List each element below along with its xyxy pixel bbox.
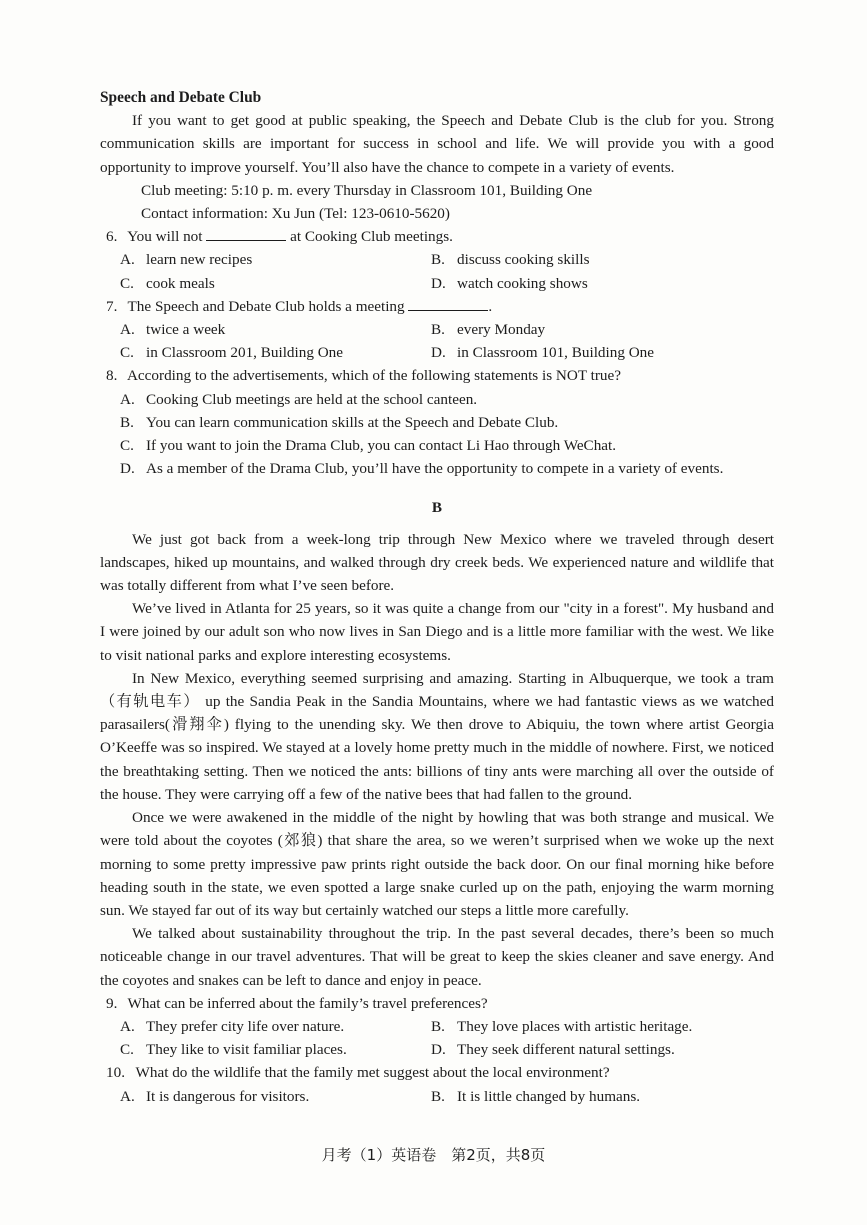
option-letter: C. [120, 274, 134, 292]
option-text: discuss cooking skills [457, 251, 590, 269]
option-letter: A. [120, 321, 135, 339]
question-stem: What do the wildlife that the family met suggest about the local environment? [135, 1064, 610, 1082]
option-letter: B. [431, 1017, 445, 1035]
question-number: 9. [106, 994, 118, 1012]
option-text: cook meals [146, 274, 215, 292]
option-b [431, 248, 742, 271]
option-letter: C. [120, 437, 134, 455]
option-d [431, 1038, 742, 1061]
option-letter: C. [120, 344, 134, 362]
question-stem-end: . [488, 297, 493, 315]
passage-paragraph: In New Mexico, everything seemed surprising and amazing. Starting in Albuquerque, we took a tram（有轨电车） up the Sandia Peak in the Sandia Mountains, where we had fantastic views as we watched parasailers(滑翔伞) flying to the unending sky. We then drove to Abiquiu, the town where artist Georgia O’Keeffe was so inspired. We stayed at a lovely home pretty much in the middle of nowhere. First, we noticed the breathtaking setting. Then we noticed the ants: billions of tiny ants were marching all over the outside of the house. They were carrying off a few of the native bees that had fallen to the ground. [100, 669, 774, 803]
option-letter: A. [120, 390, 135, 408]
option-letter: B. [431, 251, 445, 269]
option-c [120, 434, 774, 457]
exam-page [100, 86, 774, 1108]
option-text: watch cooking shows [457, 274, 588, 292]
option-b [431, 1085, 742, 1108]
option-letter: B. [431, 1087, 445, 1105]
options-row [120, 1038, 774, 1061]
passage-paragraph: Once we were awakened in the middle of the night by howling that was both strange and musical. We were told about the coyotes (郊狼) that share the area, so we weren’t surprised when we woke up the next morning to some pretty impressive paw prints right outside the back door. On our final morning hike before heading south in the state, we even spotted a large snake curled up on the path, enjoying the warm morning sun. We stayed far out of its way but certainly watched our steps a little more carefully. [100, 809, 774, 919]
option-text: They seek different natural settings. [457, 1041, 675, 1059]
option-text: If you want to join the Drama Club, you can contact Li Hao through WeChat. [146, 437, 617, 455]
question-stem-start: The Speech and Debate Club holds a meeting [127, 297, 405, 315]
option-d [431, 272, 742, 295]
option-letter: A. [120, 1017, 135, 1035]
option-text: They like to visit familiar places. [146, 1041, 347, 1059]
option-letter: D. [431, 344, 446, 362]
option-letter: A. [120, 1087, 135, 1105]
option-text: twice a week [146, 321, 226, 339]
question-7 [100, 295, 774, 318]
options-row [120, 318, 774, 341]
question-number: 7. [106, 297, 118, 315]
option-letter: D. [431, 1041, 446, 1059]
option-text: It is dangerous for visitors. [146, 1087, 310, 1105]
passage-paragraph: We just got back from a week-long trip through New Mexico where we traveled through desert landscapes, hiked up mountains, and walked through dry creek beds. We experienced nature and wildlife that was totally different from what I’ve seen before. [100, 530, 774, 595]
option-b [431, 318, 742, 341]
option-text: every Monday [457, 321, 546, 339]
option-text: You can learn communication skills at the Speech and Debate Club. [146, 413, 559, 431]
option-c [120, 272, 431, 295]
option-text: in Classroom 201, Building One [146, 344, 344, 362]
option-text: They love places with artistic heritage. [457, 1017, 693, 1035]
option-text: As a member of the Drama Club, you’ll have the opportunity to compete in a variety of events. [146, 460, 724, 478]
passage-paragraph: We’ve lived in Atlanta for 25 years, so it was quite a change from our "city in a forest". My husband and I were joined by our adult son who now lives in San Diego and is a little more familiar with the west. We like to visit national parks and explore interesting ecosystems. [100, 600, 774, 664]
option-text: Cooking Club meetings are held at the school canteen. [146, 390, 478, 408]
question-number: 10. [106, 1064, 125, 1082]
option-text: It is little changed by humans. [457, 1087, 641, 1105]
option-letter: B. [431, 321, 445, 339]
option-b [120, 411, 774, 434]
option-c [120, 1038, 431, 1061]
option-letter: B. [120, 413, 134, 431]
option-text: in Classroom 101, Building One [457, 344, 655, 362]
answer-blank [408, 295, 488, 311]
option-c [120, 341, 431, 364]
club-intro: If you want to get good at public speaking, the Speech and Debate Club is the club for you. Strong communication skills are important for success in school and life. We will provide you with a good opportunity to improve yourself. You’ll also have the chance to compete in a variety of events. [100, 112, 774, 176]
question-9 [100, 992, 774, 1015]
option-text: They prefer city life over nature. [146, 1017, 345, 1035]
options-row [120, 1015, 774, 1038]
options-row [120, 248, 774, 271]
options-row [120, 1085, 774, 1108]
options-row [120, 341, 774, 364]
question-6 [100, 225, 774, 248]
option-d [431, 341, 742, 364]
option-a [120, 1085, 431, 1108]
question-stem: What can be inferred about the family’s travel preferences? [127, 994, 488, 1012]
question-number: 6. [106, 228, 118, 246]
club-title: Speech and Debate Club [100, 89, 262, 106]
option-letter: C. [120, 1041, 134, 1059]
option-d [120, 457, 774, 480]
question-stem: According to the advertisements, which of the following statements is NOT true? [126, 367, 622, 385]
question-number: 8. [106, 367, 118, 385]
passage-paragraph: We talked about sustainability throughout the trip. In the past several decades, there’s been so much noticeable change in our travel adventures. That will be great to keep the skies cleaner and save energy. And the coyotes and snakes can be left to dance and enjoy in peace. [100, 925, 774, 989]
club-meeting-info: Club meeting: 5:10 p. m. every Thursday in Classroom 101, Building One [141, 181, 593, 199]
option-letter: D. [120, 460, 135, 478]
option-a [120, 1015, 431, 1038]
option-a [120, 248, 431, 271]
answer-blank [206, 225, 286, 241]
option-a [120, 388, 774, 411]
option-text: learn new recipes [146, 251, 253, 269]
question-stem-start: You will not [127, 228, 203, 246]
options-row [120, 272, 774, 295]
question-stem-end: at Cooking Club meetings. [290, 228, 453, 246]
club-contact-info: Contact information: Xu Jun (Tel: 123-0610-5620) [141, 205, 450, 223]
page-footer: 月考（1）英语卷 第2页，共8页 [321, 1146, 546, 1164]
section-heading: B [431, 499, 443, 517]
question-10 [100, 1061, 774, 1084]
option-letter: D. [431, 274, 446, 292]
option-letter: A. [120, 251, 135, 269]
option-b [431, 1015, 742, 1038]
question-8 [100, 364, 774, 387]
option-a [120, 318, 431, 341]
